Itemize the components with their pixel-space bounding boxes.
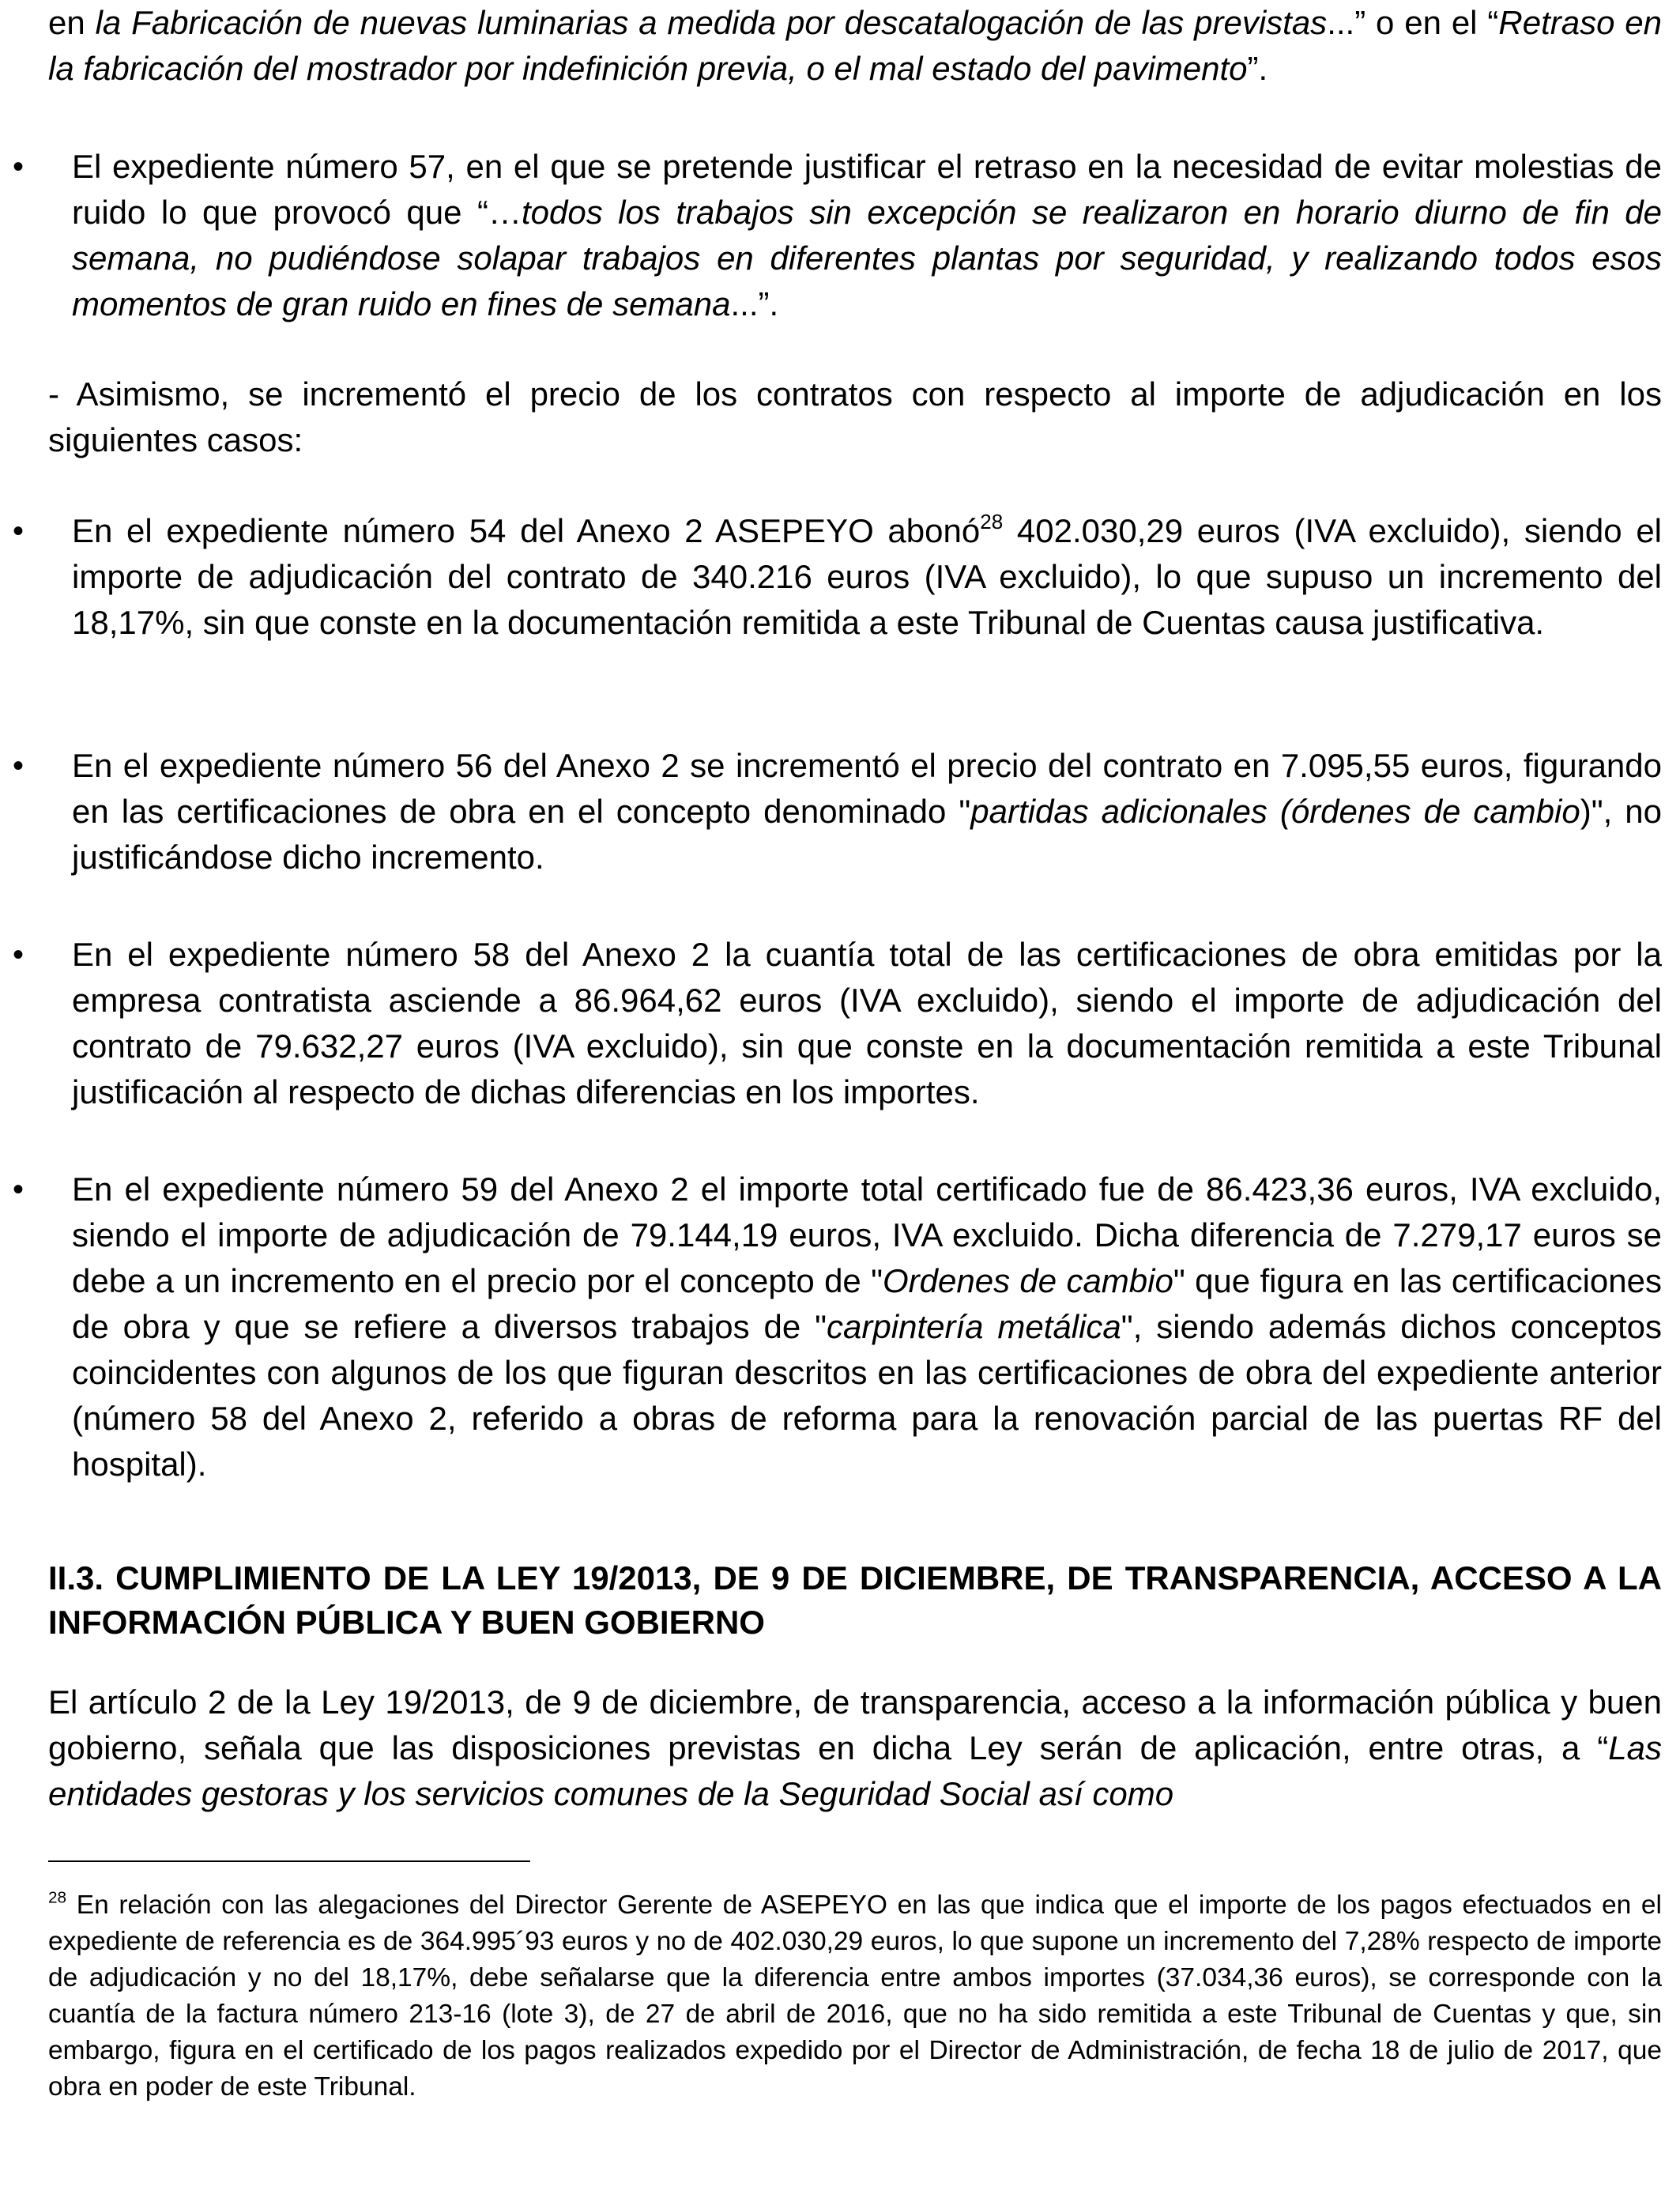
bullet-item-expediente-58: En el expediente número 58 del Anexo 2 la cuantía total de las certificaciones de obra emitidas por la empresa contratista asciende a 86.964,62 euros (IVA excluido), siendo el importe de adjudicación del contrato de 79.632,27 euros (IVA excluido), sin que conste en la documentación remitida a este Tribunal justificación al respecto de dichas diferencias en los importes. bbox=[72, 936, 1662, 1110]
footnote-number: 28 bbox=[48, 1888, 67, 1907]
bullet-icon: • bbox=[12, 514, 24, 548]
text-run: ...”. bbox=[730, 285, 779, 322]
text-run: " que figura en las certificaciones de obra y que se refiere a diversos trabajos de " bbox=[72, 1262, 1662, 1345]
bullet-item-expediente-57 bbox=[72, 144, 1662, 327]
quoted-text: la Fabricación de nuevas luminarias a medida por descatalogación de las previstas bbox=[95, 4, 1328, 41]
bullet-icon: • bbox=[12, 748, 24, 783]
bullet-icon: • bbox=[12, 149, 24, 184]
section-body-paragraph bbox=[48, 1679, 1662, 1817]
text-run: En el expediente número 59 del Anexo 2 el importe total certificado fue de 86.423,36 euros, IVA excluido, siendo el importe de adjudicación de 79.144,19 euros, IVA excluido. Dicha diferencia de 7.279,17 euros se debe a un incremento en el precio por el concepto de " bbox=[72, 1171, 1662, 1299]
quoted-text: Ordenes de cambio bbox=[883, 1262, 1173, 1299]
bullet-icon: • bbox=[12, 1172, 24, 1207]
text-run: en bbox=[48, 4, 96, 41]
bullet-icon: • bbox=[12, 937, 24, 972]
text-run: El expediente número 57, en el que se pretende justificar el retraso en la necesidad de evitar molestias de ruido lo que provocó que “… bbox=[72, 148, 1662, 231]
footnote-text: En relación con las alegaciones del Director Gerente de ASEPEYO en las que indica que el importe de los pagos efectuados en el expediente de referencia es de 364.995´93 euros y no de 402.030,29 euros, lo que supone un incremento del 7,28% respecto de importe de adjudicación y no del 18,17%, debe señalarse que la diferencia entre ambos importes (37.034,36 euros), se corresponde con la cuantía de la factura número 213-16 (lote 3), de 27 de abril de 2016, que no ha sido remitida a este Tribunal de Cuentas y que, sin embargo, figura en el certificado de los pagos realizados expedido por el Director de Administración, de fecha 18 de julio de 2017, que obra en poder de este Tribunal. bbox=[48, 1891, 1662, 2102]
text-run: ...” o en el “ bbox=[1327, 4, 1499, 41]
bullet-item-expediente-59 bbox=[72, 1167, 1662, 1487]
quoted-text: todos los trabajos sin excepción se realizaron en horario diurno de fin de semana, no pudiéndose solapar trabajos en diferentes plantas por seguridad, y realizando todos esos momentos de gran ruido en fines de semana bbox=[72, 194, 1662, 322]
text-run: ", siendo además dichos conceptos coincidentes con algunos de los que figuran descritos en las certificaciones de obra del expediente anterior (número 58 del Anexo 2, referido a obras de reforma para la renovación parcial de las puertas RF del hospital). bbox=[72, 1308, 1663, 1483]
quoted-text: carpintería metálica bbox=[827, 1308, 1121, 1345]
text-run: El artículo 2 de la Ley 19/2013, de 9 de diciembre, de transparencia, acceso a la información pública y buen gobierno, señala que las disposiciones previstas en dicha Ley serán de aplicación, entre otras, a “ bbox=[48, 1683, 1662, 1766]
section-heading: II.3. CUMPLIMIENTO DE LA LEY 19/2013, DE 9 DE DICIEMBRE, DE TRANSPARENCIA, ACCESO A LA INFORMACIÓN PÚBLICA Y BUEN GOBIERNO bbox=[48, 1559, 1662, 1641]
paragraph-asimismo: - Asimismo, se incrementó el precio de los contratos con respecto al importe de adjudicación en los siguientes casos: bbox=[48, 375, 1662, 458]
bullet-item-expediente-56 bbox=[72, 743, 1662, 880]
footnote-separator bbox=[48, 1860, 530, 1862]
text-run: 402.030,29 euros (IVA excluido), siendo el importe de adjudicación del contrato de 340.216 euros (IVA excluido), lo que supuso un incremento del 18,17%, sin que conste en la documentación remitida a este Tribunal de Cuentas causa justificativa. bbox=[72, 512, 1663, 641]
footnote-28 bbox=[48, 1887, 1662, 2105]
paragraph-continuation bbox=[48, 0, 1662, 92]
quoted-text: partidas adicionales (órdenes de cambio bbox=[970, 793, 1580, 830]
text-run: En el expediente número 56 del Anexo 2 se incrementó el precio del contrato en 7.095,55 euros, figurando en las certificaciones de obra en el concepto denominado " bbox=[72, 747, 1662, 830]
text-run: )", no justificándose dicho incremento. bbox=[72, 793, 1663, 876]
quoted-text: Las entidades gestoras y los servicios comunes de la Seguridad Social así como bbox=[48, 1729, 1662, 1812]
quoted-text: Retraso en la fabricación del mostrador por indefinición previa, o el mal estado del pavimento bbox=[48, 4, 1663, 87]
text-run: ”. bbox=[1247, 50, 1268, 87]
text-run: En el expediente número 54 del Anexo 2 ASEPEYO abonó bbox=[72, 512, 981, 549]
footnote-reference[interactable]: 28 bbox=[980, 510, 1004, 534]
bullet-item-expediente-54 bbox=[72, 508, 1662, 646]
